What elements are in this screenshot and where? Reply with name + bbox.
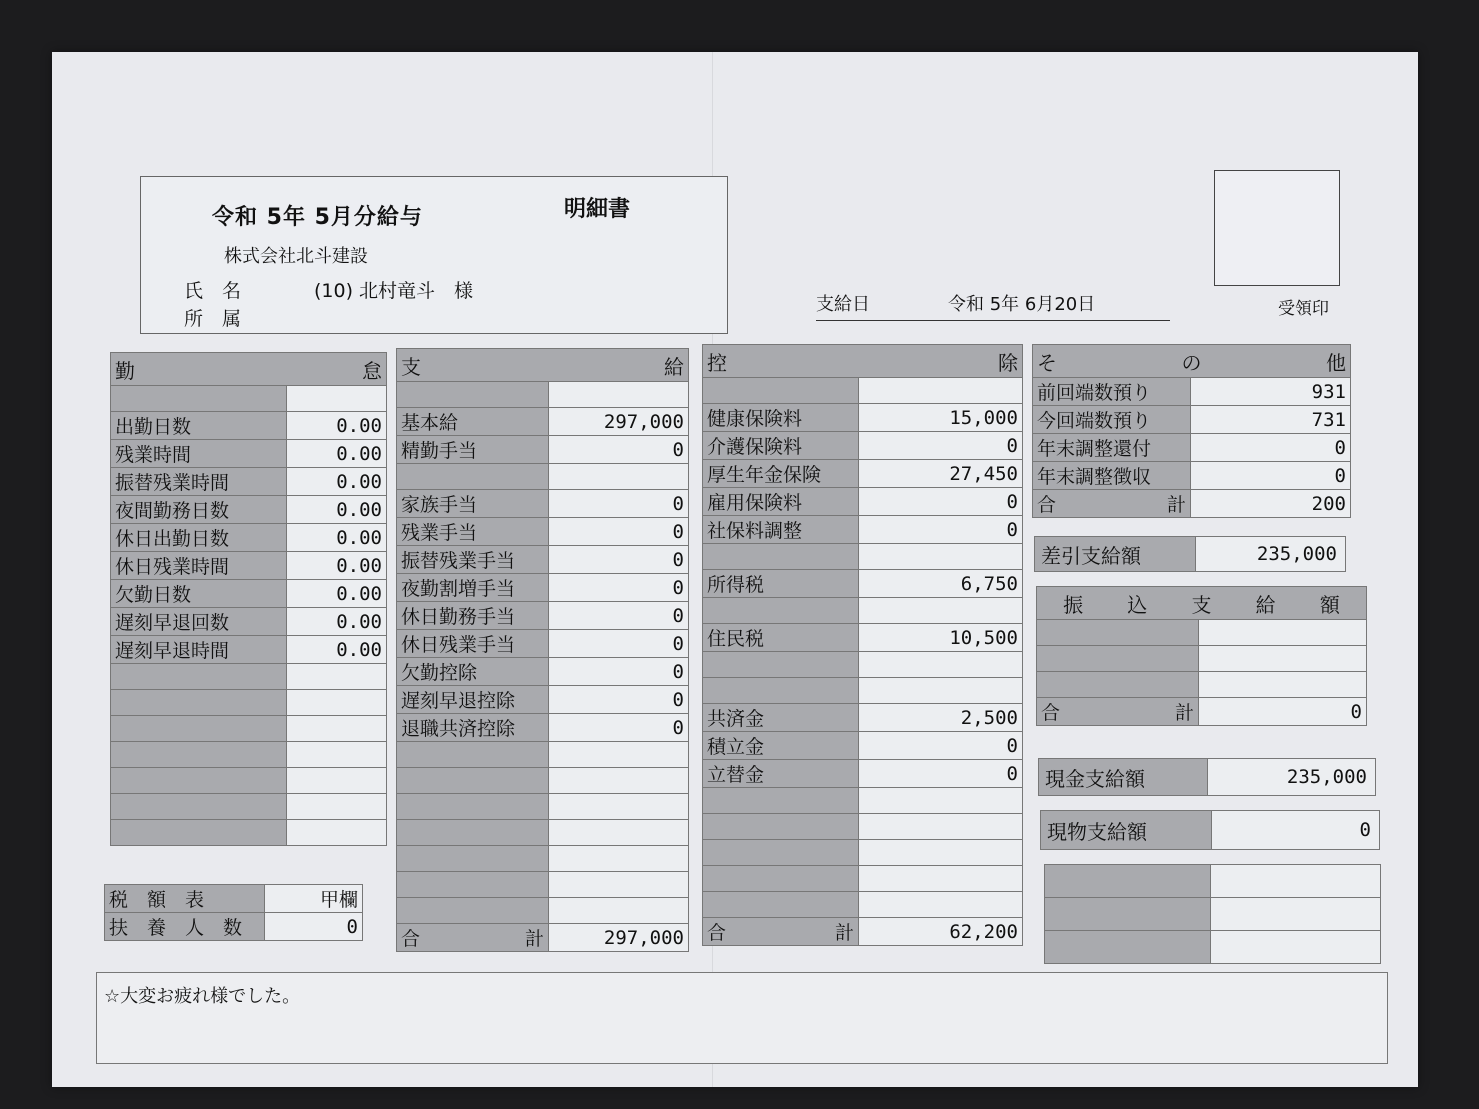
table-row: 厚生年金保険 27,450 [703,460,1023,488]
bank-transfer-header: 振 込 支 給 額 [1037,587,1367,620]
table-row: 年末調整還付 0 [1033,434,1351,462]
payments-total-row: 合 計 297,000 [397,924,689,952]
pay-date-value: 令和 5年 6月20日 [948,294,1096,315]
table-row: 休日出勤日数 0.00 [111,524,387,552]
table-row [703,652,1023,678]
in-kind-pay-value: 0 [1359,819,1371,841]
deductions-total-value: 62,200 [859,918,1023,946]
other-header: そ 他 の [1033,345,1351,378]
deductions-table [702,344,1023,946]
dependents-label: 扶 養 人 数 [105,913,265,941]
table-row [703,678,1023,704]
net-pay-label: 差引支給額 [1035,537,1196,571]
table-row: 介護保険料 0 [703,432,1023,460]
cash-pay-box [1038,758,1376,796]
payslip-title-suffix: 明細書 [564,197,631,222]
table-row: 住民税 10,500 [703,624,1023,652]
bank-transfer-table [1036,586,1367,726]
employee-name: (10) 北村竜斗 様 [314,280,474,302]
table-row: 残業手当 0 [397,518,689,546]
payslip-title: 令和 5年 5月分給与 [212,205,423,230]
table-row [397,464,689,490]
deductions-header: 控 除 [703,345,1023,378]
payments-table [396,348,689,952]
table-row: 社保料調整 0 [703,516,1023,544]
deductions-total-row: 合 計 62,200 [703,918,1023,946]
attendance-table [110,352,387,846]
table-row: 遅刻早退回数 0.00 [111,608,387,636]
table-row: 休日残業時間 0.00 [111,552,387,580]
other-table [1032,344,1351,518]
table-row: 所得税 6,750 [703,570,1023,598]
pay-date-label: 支給日 [816,294,870,315]
cash-pay-label: 現金支給額 [1039,759,1208,795]
table-row [703,598,1023,624]
tax-table [104,884,363,941]
in-kind-pay-box [1040,810,1380,850]
in-kind-pay-label: 現物支給額 [1041,811,1212,849]
tax-table-label: 税 額 表 [105,885,265,913]
pay-date [816,290,1170,321]
other-total-value: 200 [1191,490,1351,518]
attendance-header: 勤 怠 [111,353,387,386]
table-row: 健康保険料 15,000 [703,404,1023,432]
department-label: 所 属 [184,308,242,330]
bank-transfer-total-row: 合 計 0 [1037,698,1367,726]
company-name: 株式会社北斗建設 [224,246,368,267]
receipt-stamp-box [1214,170,1340,286]
table-row: 共済金 2,500 [703,704,1023,732]
table-row: 今回端数預り 731 [1033,406,1351,434]
table-row: 残業時間 0.00 [111,440,387,468]
table-row: 雇用保険料 0 [703,488,1023,516]
table-row: 出勤日数 0.00 [111,412,387,440]
payments-header: 支 給 [397,349,689,382]
dependents-value: 0 [265,913,363,941]
message-text: ☆大変お疲れ様でした。 [104,986,301,1007]
table-row: 家族手当 0 [397,490,689,518]
table-row: 休日残業手当 0 [397,630,689,658]
name-label: 氏 名 [184,280,242,302]
table-row: 振替残業手当 0 [397,546,689,574]
table-row: 遅刻早退控除 0 [397,686,689,714]
table-row: 欠勤控除 0 [397,658,689,686]
table-row: 立替金 0 [703,760,1023,788]
table-row: 基本給 297,000 [397,408,689,436]
table-row: 積立金 0 [703,732,1023,760]
tax-table-value: 甲欄 [265,885,363,913]
bank-transfer-total-value: 0 [1199,698,1367,726]
net-pay-box [1034,536,1346,572]
table-row: 年末調整徴収 0 [1033,462,1351,490]
table-row: 休日勤務手当 0 [397,602,689,630]
payslip-paper [52,52,1418,1087]
table-row: 遅刻早退時間 0.00 [111,636,387,664]
other-total-row: 合 計 200 [1033,490,1351,518]
cash-pay-value: 235,000 [1286,766,1367,788]
table-row: 精勤手当 0 [397,436,689,464]
blank-grid [1044,864,1381,964]
table-row: 欠勤日数 0.00 [111,580,387,608]
table-row: 夜間勤務日数 0.00 [111,496,387,524]
table-row: 退職共済控除 0 [397,714,689,742]
table-row [703,544,1023,570]
table-row: 振替残業時間 0.00 [111,468,387,496]
net-pay-value: 235,000 [1256,543,1337,565]
receipt-stamp-label: 受領印 [1278,299,1329,319]
payments-total-value: 297,000 [549,924,689,952]
table-row: 夜勤割増手当 0 [397,574,689,602]
table-row: 前回端数預り 931 [1033,378,1351,406]
